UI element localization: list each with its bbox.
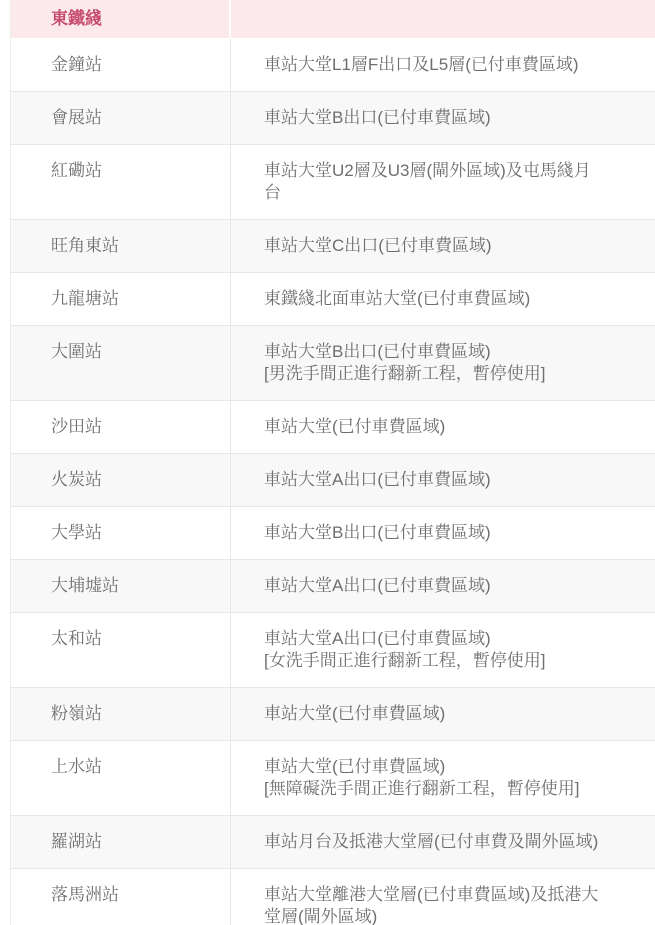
- station-row: [11, 816, 655, 869]
- location-text: 車站大堂A出口(已付車費區域): [264, 576, 491, 595]
- location-text: 車站月台及抵港大堂層(已付車費及閘外區域): [264, 832, 599, 851]
- station-name-cell: [11, 688, 231, 741]
- station-name: 會展站: [51, 108, 102, 127]
- station-row: [11, 401, 655, 454]
- location-text: 車站大堂(已付車費區域): [264, 757, 446, 776]
- station-name: 沙田站: [51, 417, 102, 436]
- table-body: [11, 39, 655, 925]
- renovation-note: [女洗手間正進行翻新工程，暫停使用]: [264, 651, 546, 670]
- station-name: 火炭站: [51, 470, 102, 489]
- station-name-cell: [11, 92, 231, 145]
- station-name: 粉嶺站: [51, 704, 102, 723]
- location-cell: [231, 92, 655, 145]
- location-text: 車站大堂A出口(已付車費區域): [264, 629, 491, 648]
- station-row: [11, 145, 655, 220]
- station-name: 太和站: [51, 629, 102, 648]
- location-cell: [231, 220, 655, 273]
- location-text: 東鐵綫北面車站大堂(已付車費區域): [264, 289, 531, 308]
- location-text: 車站大堂A出口(已付車費區域): [264, 470, 491, 489]
- station-name: 九龍塘站: [51, 289, 119, 308]
- location-cell: [231, 401, 655, 454]
- station-row: [11, 273, 655, 326]
- location-cell: [231, 39, 655, 92]
- station-name: 大埔墟站: [51, 576, 119, 595]
- location-text: 車站大堂B出口(已付車費區域): [264, 108, 491, 127]
- station-name-cell: [11, 145, 231, 220]
- station-row: [11, 560, 655, 613]
- renovation-note: [無障礙洗手間正進行翻新工程，暫停使用]: [264, 779, 580, 798]
- location-cell: [231, 741, 655, 816]
- station-name: 金鐘站: [51, 55, 102, 74]
- station-name-cell: [11, 507, 231, 560]
- station-row: [11, 613, 655, 688]
- station-name: 大圍站: [51, 342, 102, 361]
- location-cell: [231, 454, 655, 507]
- station-row: [11, 326, 655, 401]
- station-name: 上水站: [51, 757, 102, 776]
- station-name-cell: [11, 39, 231, 92]
- station-name-cell: [11, 869, 231, 925]
- location-text: 車站大堂U2層及U3層(閘外區域)及屯馬綫月台: [264, 161, 591, 202]
- station-name-cell: [11, 613, 231, 688]
- station-row: [11, 741, 655, 816]
- location-cell: [231, 326, 655, 401]
- location-text: 車站大堂離港大堂層(已付車費區域)及抵港大堂層(閘外區域): [264, 885, 599, 925]
- location-text: 車站大堂B出口(已付車費區域): [264, 523, 491, 542]
- table-header-row: [11, 0, 655, 39]
- east-rail-line-table: [10, 0, 655, 925]
- station-row: [11, 454, 655, 507]
- station-name-cell: [11, 454, 231, 507]
- location-text: 車站大堂L1層F出口及L5層(已付車費區域): [264, 55, 579, 74]
- station-name: 大學站: [51, 523, 102, 542]
- station-name: 紅磡站: [51, 161, 102, 180]
- station-row: [11, 220, 655, 273]
- station-name-cell: [11, 560, 231, 613]
- station-row: [11, 92, 655, 145]
- renovation-note: [男洗手間正進行翻新工程，暫停使用]: [264, 364, 546, 383]
- station-name: 羅湖站: [51, 832, 102, 851]
- location-cell: [231, 145, 655, 220]
- station-row: [11, 39, 655, 92]
- station-name-cell: [11, 220, 231, 273]
- location-cell: [231, 507, 655, 560]
- location-cell: [231, 273, 655, 326]
- location-cell: [231, 816, 655, 869]
- line-name-header: 東鐵綫: [11, 0, 231, 39]
- station-name: 旺角東站: [51, 236, 119, 255]
- location-cell: [231, 560, 655, 613]
- location-text: 車站大堂B出口(已付車費區域): [264, 342, 491, 361]
- station-name-cell: [11, 326, 231, 401]
- station-row: [11, 869, 655, 925]
- location-text: 車站大堂(已付車費區域): [264, 704, 446, 723]
- station-name-cell: [11, 273, 231, 326]
- location-text: 車站大堂C出口(已付車費區域): [264, 236, 492, 255]
- station-row: [11, 507, 655, 560]
- station-name: 落馬洲站: [51, 885, 119, 904]
- station-name-cell: [11, 741, 231, 816]
- station-row: [11, 688, 655, 741]
- location-cell: [231, 688, 655, 741]
- location-cell: [231, 613, 655, 688]
- empty-header-cell: [231, 0, 655, 39]
- location-text: 車站大堂(已付車費區域): [264, 417, 446, 436]
- location-cell: [231, 869, 655, 925]
- station-name-cell: [11, 816, 231, 869]
- station-name-cell: [11, 401, 231, 454]
